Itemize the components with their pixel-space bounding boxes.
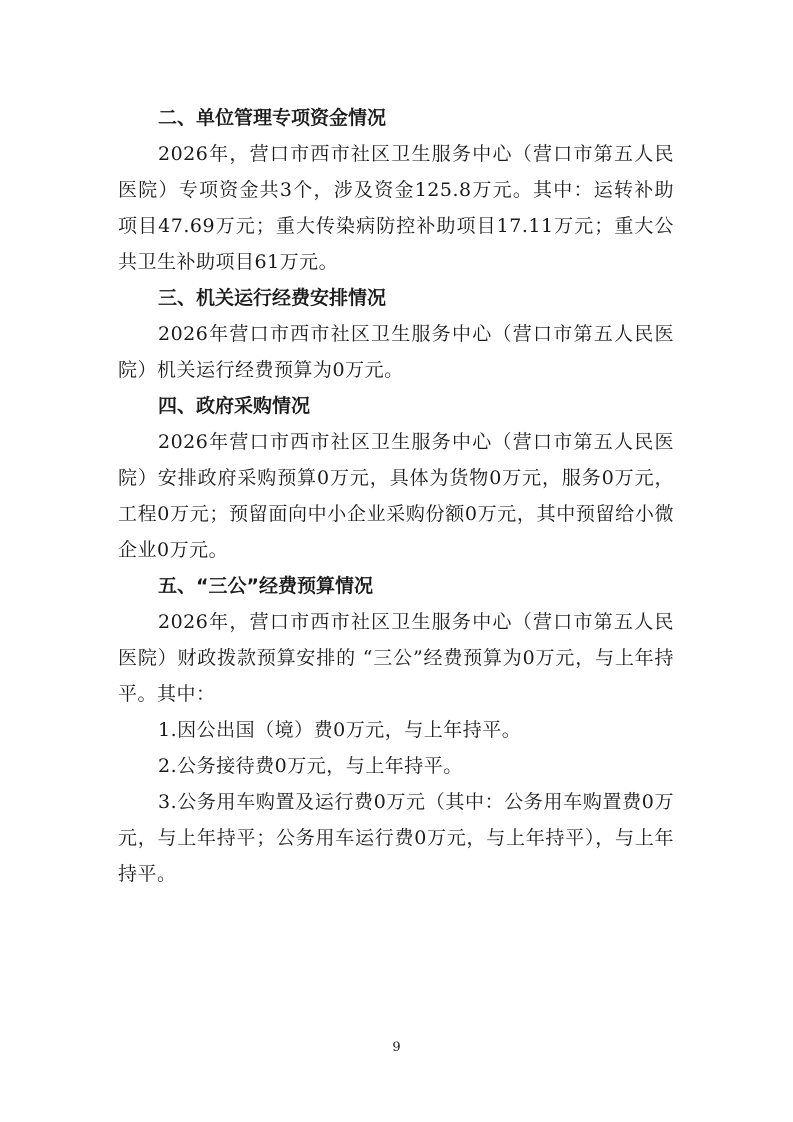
page-content (118, 100, 674, 892)
section-heading-government-procurement: 四、政府采购情况 (158, 395, 311, 417)
section-heading-operating-expenses: 三、机关运行经费安排情况 (158, 287, 387, 309)
section-heading-special-funds: 二、单位管理专项资金情况 (158, 107, 387, 129)
reception-expense-item: 2.公务接待费0万元，与上年持平。 (158, 755, 463, 777)
page-number: 9 (392, 1040, 401, 1055)
government-procurement-paragraph: 2026年营口市西市社区卫生服务中心（营口市第五人民医院）安排政府采购预算0万元，具体为货物0万元，服务0万元，工程0万元；预留面向中小企业采购份额0万元，其中预留给小微企业0万元。 (118, 431, 674, 561)
vehicle-expense-item: 3.公务用车购置及运行费0万元（其中：公务用车购置费0万元，与上年持平；公务用车运行费0万元，与上年持平），与上年持平。 (118, 791, 674, 885)
three-public-expenses-paragraph: 2026年，营口市西市社区卫生服务中心（营口市第五人民医院）财政拨款预算安排的 “三公”经费预算为0万元，与上年持平。其中： (118, 611, 674, 705)
operating-expenses-paragraph: 2026年营口市西市社区卫生服务中心（营口市第五人民医院）机关运行经费预算为0万元。 (118, 323, 674, 381)
overseas-travel-item: 1.因公出国（境）费0万元，与上年持平。 (158, 719, 522, 741)
special-funds-paragraph: 2026年，营口市西市社区卫生服务中心（营口市第五人民医院）专项资金共3个，涉及资金125.8万元。其中：运转补助项目47.69万元；重大传染病防控补助项目17.11万元；重大公共卫生补助项目61万元。 (118, 143, 674, 273)
section-heading-three-public-expenses: 五、“三公”经费预算情况 (158, 575, 373, 597)
